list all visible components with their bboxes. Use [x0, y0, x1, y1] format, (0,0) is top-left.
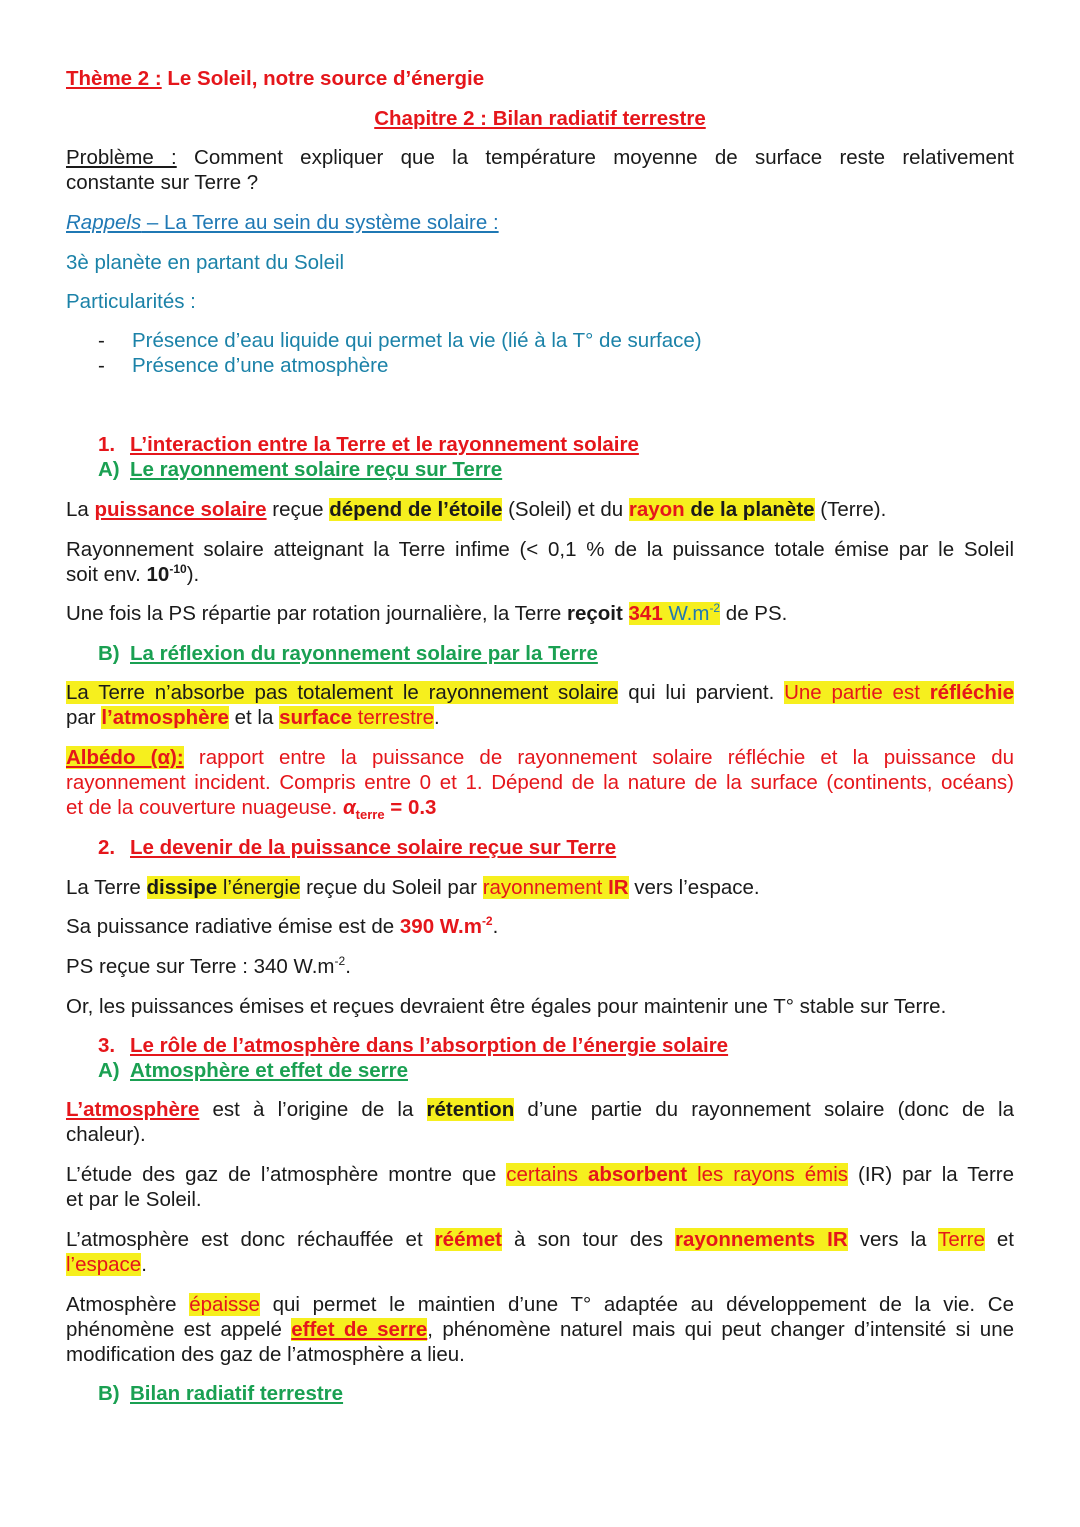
paragraph-solar-power: La puissance solaire reçue dépend de l’étoile (Soleil) et du rayon de la planète (Terre).: [66, 498, 887, 521]
chapter-title: Chapitre 2 : Bilan radiatif terrestre: [374, 107, 706, 130]
paragraph-dissipe: La Terre dissipe l’énergie reçue du Soleil par rayonnement IR vers l’espace.: [66, 876, 760, 899]
section-1-heading: 1. L’interaction entre la Terre et le rayonnement solaire: [98, 433, 639, 456]
bullet-marker: -: [98, 354, 105, 377]
paragraph-egales: Or, les puissances émises et reçues devraient être égales pour maintenir une T° stable sur Terre.: [66, 995, 947, 1018]
paragraph-absorbent-line1: L’étude des gaz de l’atmosphère montre que certains absorbent les rayons émis (IR) par la Terre: [66, 1163, 1014, 1186]
theme-label: Thème 2 :: [66, 67, 162, 90]
bullet-marker: -: [98, 329, 105, 352]
section-1b-heading: B) La réflexion du rayonnement solaire par la Terre: [98, 642, 598, 665]
particularites-label: Particularités :: [66, 290, 196, 313]
albedo-label: Albédo (α):: [66, 746, 184, 769]
paragraph-serre-line3: modification des gaz de l’atmosphère a lieu.: [66, 1343, 465, 1366]
theme-title: Le Soleil, notre source d’énergie: [161, 67, 485, 90]
paragraph-reflexion-line2: par l’atmosphère et la surface terrestre.: [66, 706, 440, 729]
planet-line: 3è planète en partant du Soleil: [66, 251, 345, 274]
paragraph-serre-line1: Atmosphère épaisse qui permet le maintien d’une T° adaptée au développement de la vie. Ce: [66, 1293, 1014, 1316]
bullet-item: - Présence d’une atmosphère: [98, 354, 389, 377]
section-1a-heading: A) Le rayonnement solaire reçu sur Terre: [98, 458, 503, 481]
paragraph-reemet-line1: L’atmosphère est donc réchauffée et réémet à son tour des rayonnements IR vers la Terre et: [66, 1228, 1014, 1251]
paragraph-absorbent-line2: et par le Soleil.: [66, 1188, 202, 1211]
problem-line2: constante sur Terre ?: [66, 171, 259, 194]
albedo-line3: et de la couverture nuageuse. $\alpha_{terre} = 0.3$: [66, 796, 437, 823]
paragraph-390: Sa puissance radiative émise est de 390 $W.m^{-2}$.: [66, 914, 499, 938]
paragraph-infime-line1: Rayonnement solaire atteignant la Terre infime (< 0,1 % de la puissance totale émise par le Soleil: [66, 538, 1014, 561]
bullet-item: - Présence d’eau liquide qui permet la vie (lié à la T° de surface): [98, 329, 702, 352]
section-3b-heading: B) Bilan radiatif terrestre: [98, 1382, 344, 1405]
rappels-heading: Rappels – La Terre au sein du système solaire :: [66, 211, 499, 234]
paragraph-infime-line2: soit env. $10^{-10}$).: [66, 562, 200, 586]
problem-line1: Problème : Comment expliquer que la température moyenne de surface reste relativement: [66, 146, 1014, 169]
theme-heading: [66, 66, 1014, 91]
paragraph-340: PS reçue sur Terre : 340 $W.m^{-2}$.: [66, 954, 351, 978]
albedo-line2: rayonnement incident. Compris entre 0 et 1. Dépend de la nature de la surface (continents, océans): [66, 771, 1014, 794]
section-2-heading: 2. Le devenir de la puissance solaire reçue sur Terre: [98, 836, 617, 859]
paragraph-reemet-line2: l’espace.: [66, 1253, 147, 1276]
paragraph-reflexion-line1: La Terre n’absorbe pas totalement le rayonnement solaire qui lui parvient. Une partie est réfléchie: [66, 681, 1015, 704]
section-3a-heading: A) Atmosphère et effet de serre: [98, 1059, 408, 1082]
paragraph-retention-line1: L’atmosphère est à l’origine de la rétention d’une partie du rayonnement solaire (donc de la: [66, 1098, 1014, 1121]
albedo-line1: Albédo (α): rapport entre la puissance de rayonnement solaire réfléchie et la puissance du: [66, 746, 1015, 769]
paragraph-serre-line2: phénomène est appelé effet de serre, phénomène naturel mais qui peut changer d’intensité si une: [66, 1318, 1014, 1341]
paragraph-341: Une fois la PS répartie par rotation journalière, la Terre reçoit 341 $W.m^{-2}$ de PS.: [66, 601, 788, 625]
problem-label: Problème :: [66, 146, 177, 169]
section-3-heading: 3. Le rôle de l’atmosphère dans l’absorption de l’énergie solaire: [98, 1034, 729, 1057]
paragraph-retention-line2: chaleur).: [66, 1123, 146, 1146]
